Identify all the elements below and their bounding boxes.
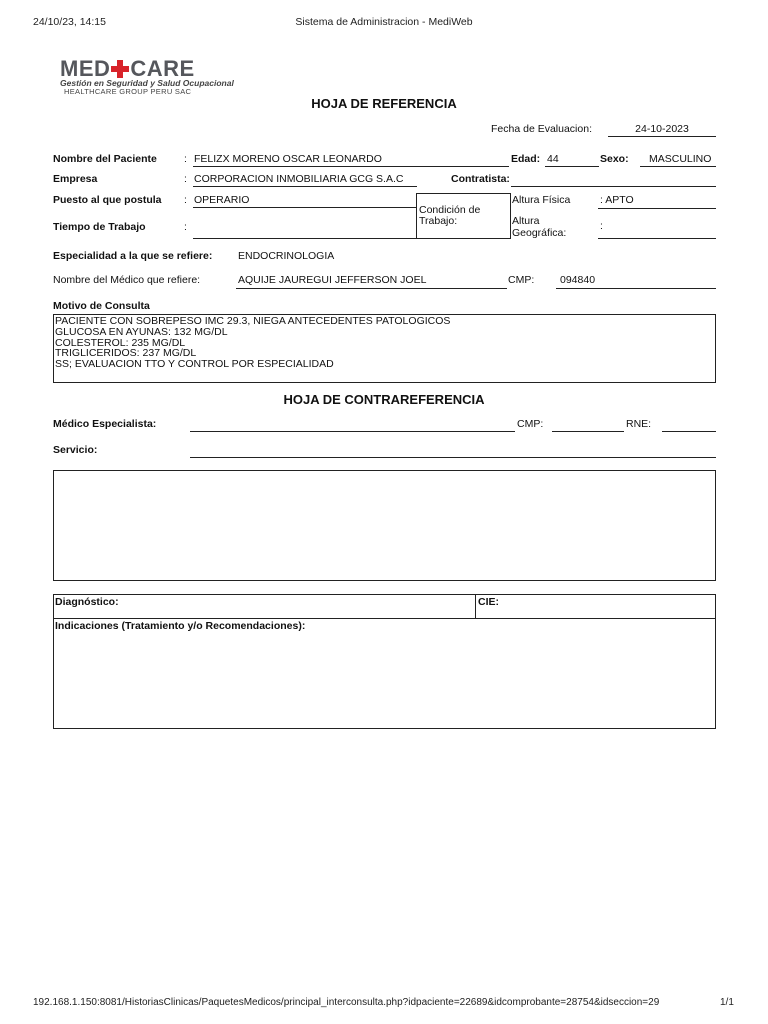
print-page-count: 1/1	[720, 997, 734, 1008]
paciente-label: Nombre del Paciente	[53, 153, 157, 165]
sexo-label: Sexo:	[600, 153, 629, 165]
altura-fisica-value: : APTO	[600, 194, 634, 206]
cmp-underline	[556, 288, 716, 289]
empresa-value: CORPORACION INMOBILIARIA GCG S.A.C	[194, 173, 404, 185]
empresa-label: Empresa	[53, 173, 98, 185]
altura-fisica-underline	[598, 208, 716, 209]
paciente-underline	[193, 166, 509, 167]
logo-wordmark	[60, 58, 195, 80]
diagnostico-divider	[53, 618, 716, 619]
empresa-underline	[193, 186, 417, 187]
medico-refiere-underline	[236, 288, 507, 289]
puesto-value: OPERARIO	[194, 194, 250, 206]
sexo-underline	[640, 166, 716, 167]
fecha-label: Fecha de Evaluacion:	[491, 123, 592, 135]
motivo-line: GLUCOSA EN AYUNAS: 132 MG/DL	[55, 325, 228, 338]
cmp-value: 094840	[560, 274, 596, 286]
servicio-label: Servicio:	[53, 444, 98, 456]
paciente-colon: :	[184, 153, 187, 165]
paciente-value: FELIZX MORENO OSCAR LEONARDO	[194, 153, 382, 165]
motivo-line: TRIGLICERIDOS: 237 MG/DL	[55, 347, 197, 360]
sexo-value: MASCULINO	[649, 153, 712, 165]
medcare-logo	[60, 58, 256, 94]
edad-underline	[545, 166, 599, 167]
indicaciones-label: Indicaciones (Tratamiento y/o Recomendaciones):	[55, 620, 306, 632]
empresa-colon: :	[184, 173, 187, 185]
red-cross-icon	[111, 60, 129, 78]
cie-divider	[475, 594, 476, 618]
contratista-label: Contratista:	[451, 173, 510, 185]
logo-tagline: Gestión en Seguridad y Salud Ocupacional	[60, 78, 234, 88]
altura-fisica-label: Altura Física	[512, 194, 571, 206]
fecha-value: 24-10-2023	[635, 123, 689, 135]
print-url: 192.168.1.150:8081/HistoriasClinicas/PaquetesMedicos/principal_interconsulta.php?idpaciente=22689&idcomprobante=28754&idseccion=29	[33, 997, 660, 1008]
puesto-underline	[193, 207, 417, 208]
rne-label: RNE:	[626, 418, 652, 430]
rne-underline	[662, 431, 716, 432]
altura-geo-label-line2: Geográfica:	[512, 227, 567, 239]
print-page-title: Sistema de Administracion - MediWeb	[295, 16, 473, 28]
medico-especialista-underline	[190, 431, 515, 432]
especialidad-label: Especialidad a la que se refiere:	[53, 250, 213, 262]
diagnostico-box	[53, 594, 716, 729]
print-datetime: 24/10/23, 14:15	[33, 16, 106, 28]
cie-label: CIE:	[478, 596, 499, 608]
especialidad-value: ENDOCRINOLOGIA	[238, 250, 335, 262]
contrareferencia-title: HOJA DE CONTRAREFERENCIA	[283, 392, 485, 407]
contra-cmp-label: CMP:	[517, 418, 544, 430]
tiempo-label: Tiempo de Trabajo	[53, 221, 146, 233]
puesto-label: Puesto al que postula	[53, 194, 162, 206]
motivo-line: COLESTEROL: 235 MG/DL	[55, 336, 186, 349]
medico-refiere-label: Nombre del Médico que refiere:	[53, 274, 201, 286]
fecha-underline	[608, 136, 716, 137]
cmp-label: CMP:	[508, 274, 535, 286]
puesto-colon: :	[184, 194, 187, 206]
altura-geo-underline	[598, 238, 716, 239]
condicion-label-line1: Condición de	[419, 204, 481, 216]
logo-brand-right: CARE	[130, 56, 195, 81]
logo-brand-left: MED	[60, 56, 111, 81]
referencia-title: HOJA DE REFERENCIA	[311, 96, 457, 111]
edad-value: 44	[547, 153, 559, 165]
altura-geo-label	[512, 215, 566, 239]
motivo-box	[53, 314, 716, 383]
tiempo-colon: :	[184, 221, 187, 233]
motivo-label: Motivo de Consulta	[53, 300, 150, 312]
motivo-line: PACIENTE CON SOBREPESO IMC 29.3, NIEGA ANTECEDENTES PATOLOGICOS	[55, 315, 451, 327]
servicio-underline	[190, 457, 716, 458]
condicion-label	[419, 205, 480, 227]
edad-label: Edad:	[511, 153, 541, 165]
motivo-line: SS; EVALUACION TTO Y CONTROL POR ESPECIALIDAD	[55, 358, 334, 371]
contratista-underline	[511, 186, 716, 187]
tiempo-underline	[193, 238, 417, 239]
contra-cmp-underline	[552, 431, 624, 432]
condicion-label-line2: Trabajo:	[419, 215, 458, 227]
medico-refiere-value: AQUIJE JAUREGUI JEFFERSON JOEL	[238, 274, 427, 286]
servicio-notes-box	[53, 470, 716, 581]
altura-geo-label-line1: Altura	[512, 215, 540, 227]
medico-especialista-label: Médico Especialista:	[53, 418, 157, 430]
diagnostico-label: Diagnóstico:	[55, 596, 119, 608]
logo-company: HEALTHCARE GROUP PERU SAC	[64, 87, 192, 96]
altura-geo-value: :	[600, 220, 603, 232]
